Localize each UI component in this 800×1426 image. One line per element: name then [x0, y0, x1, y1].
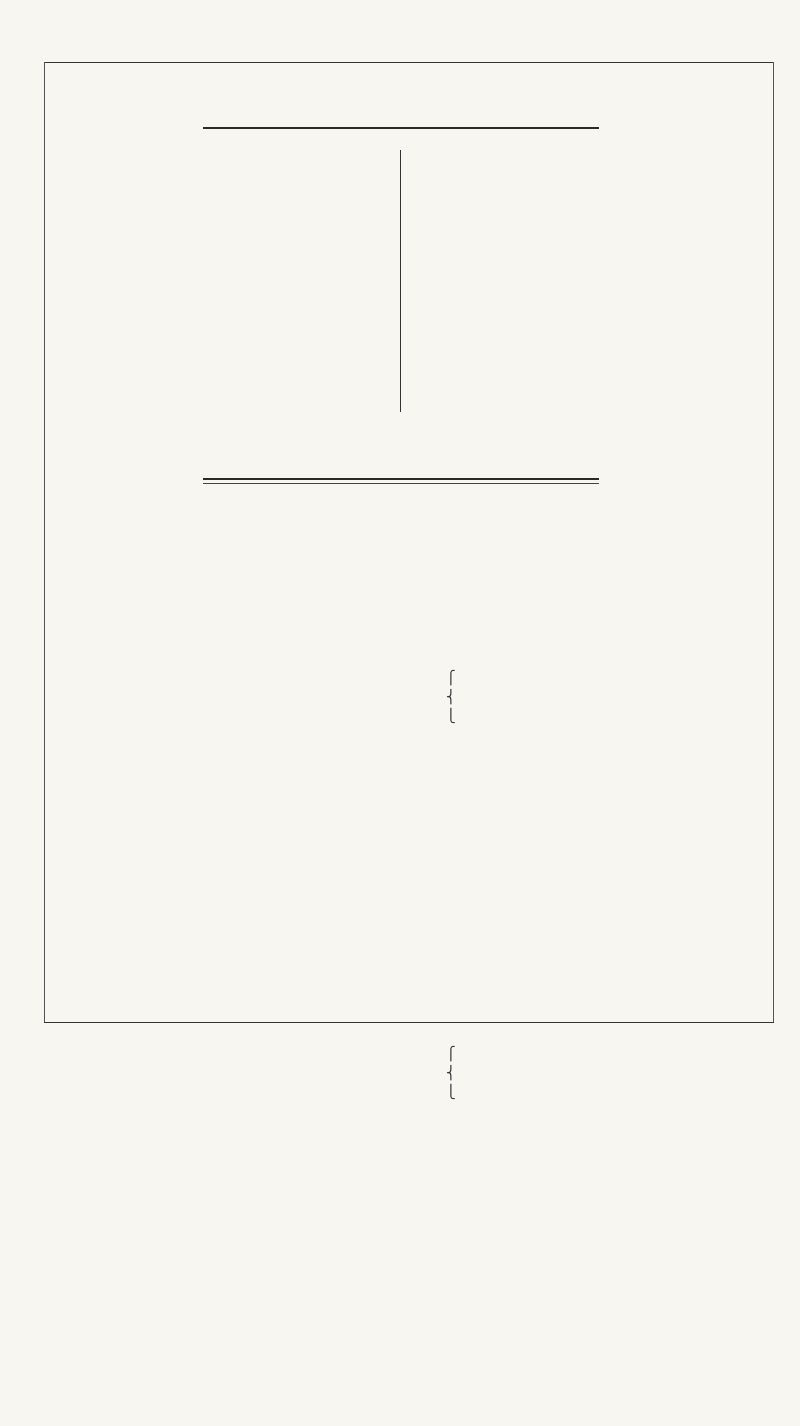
- frame-bottom-rule: [44, 1022, 774, 1023]
- frame-left-rule: [44, 62, 45, 1023]
- section-divider-lower: [203, 483, 599, 484]
- section-divider-upper: [203, 478, 599, 480]
- committee-title-rule: [203, 127, 599, 129]
- frame-right-rule: [773, 62, 774, 1023]
- frame-top-rule: [44, 62, 774, 63]
- committee-column-divider: [400, 150, 401, 412]
- baillies-brace: ⎧ ⎨ ⎩: [446, 670, 456, 723]
- burnett-brace: ⎧ ⎨ ⎩: [446, 1046, 456, 1099]
